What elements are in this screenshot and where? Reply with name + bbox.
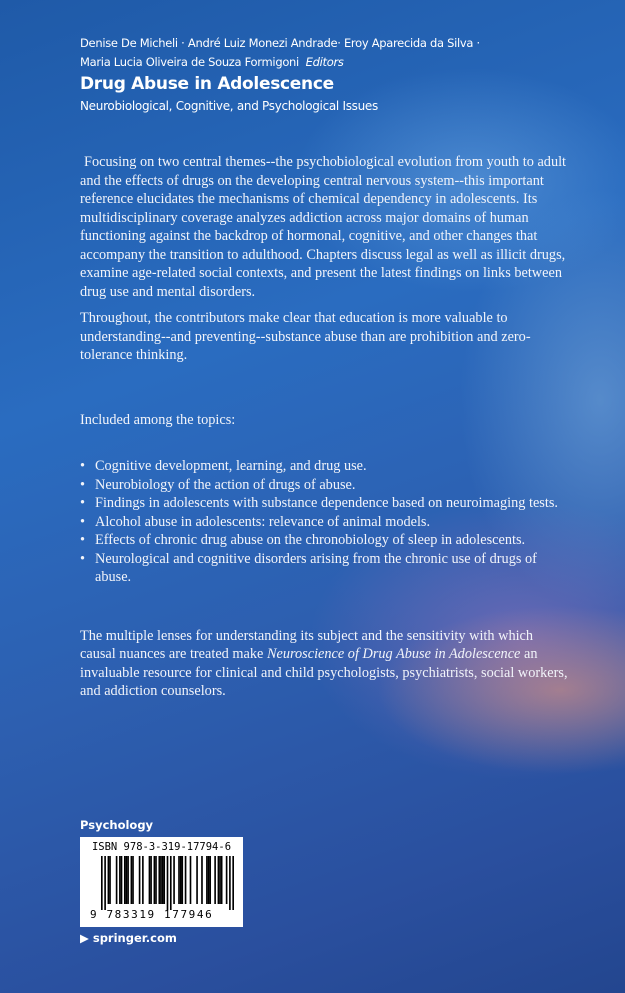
barcode-bar (121, 856, 123, 904)
editor-name: Maria Lucia Oliveira de Souza Formigoni (80, 55, 299, 69)
barcode-bar (142, 856, 144, 904)
topic-item: • Neurobiology of the action of drugs of abuse. (95, 476, 568, 495)
barcode-bar (181, 856, 183, 904)
blurb-paragraph-3 (80, 627, 568, 701)
barcode-bar (170, 856, 172, 910)
topic-item: • Alcohol abuse in adolescents: relevance of animal models. (95, 513, 568, 532)
barcode-bar (190, 856, 192, 904)
barcode-bar (101, 856, 103, 910)
editors-line-2 (80, 53, 480, 72)
barcode-bar (150, 856, 152, 904)
p3-text: The multiple lenses for understanding its subject and the sensitivity with which causal nuances are treated make (80, 627, 534, 662)
barcode-bar (218, 856, 220, 904)
isbn-text: ISBN 978-3-319-17794-6 (91, 841, 232, 853)
barcode-bar (104, 856, 106, 910)
barcode-bar (119, 856, 121, 904)
barcode-bar (131, 856, 133, 904)
barcode-bar (201, 856, 203, 904)
barcode-bar (219, 856, 221, 904)
barcode-bar (229, 856, 231, 910)
topic-item: • Cognitive development, learning, and drug use. (95, 457, 568, 476)
arrow-icon: ▶ (80, 931, 93, 945)
editors-label: Editors (305, 55, 344, 69)
barcode-bar (196, 856, 198, 904)
barcode-bar (154, 856, 156, 904)
blurb-paragraph-2: Throughout, the contributors make clear that education is more valuable to understanding--and preventing--substance abuse than are prohibition and zero-tolerance thinking. (80, 310, 531, 363)
blurb (80, 153, 568, 701)
barcode-bar (108, 856, 110, 904)
topic-item: • Effects of chronic drug abuse on the chronobiology of sleep in adolescents. (95, 531, 568, 550)
barcode-bar (149, 856, 151, 904)
book-subtitle: Neurobiological, Cognitive, and Psychological Issues (80, 99, 378, 113)
barcode-bar (155, 856, 157, 904)
barcode-bar (185, 856, 187, 904)
barcode-bar (180, 856, 182, 904)
barcode-bar (162, 856, 164, 904)
barcode (80, 837, 243, 927)
barcode-bar (232, 856, 234, 910)
topic-item: • Neurological and cognitive disorders arising from the chronic use of drugs of abuse. (95, 550, 568, 587)
barcode-bar (173, 856, 175, 904)
blurb-paragraph-1: Focusing on two central themes--the psychobiological evolution from youth to adult and the effects of drugs on the developing central nervous system--this important reference elucidates the mechanisms of chemical dependency in adolescents. Its multidisciplinary coverage analyzes addiction across major domains of human functioning against the backdrop of hormonal, cognitive, and other changes that accompany the transition to adulthood. Chapters discuss legal as well as illicit drugs, examine age-related social contexts, and present the latest findings on links between drug use and mental disorders. (80, 154, 567, 300)
category-label: Psychology (80, 818, 154, 832)
p3-text-end: an invaluable resource for clinical and child psychologists, psychiatrists, social workers, and addiction counselors. (80, 646, 568, 699)
barcode-bar (139, 856, 141, 904)
publisher-link[interactable] (80, 931, 177, 945)
barcode-digits: 9 783319 177946 (90, 908, 214, 921)
barcode-bar (158, 856, 160, 904)
barcode-bar (214, 856, 216, 904)
barcode-bar (116, 856, 118, 904)
barcode-bars (101, 856, 234, 910)
barcode-bar (132, 856, 134, 904)
barcode-bar (178, 856, 180, 904)
barcode-bar (226, 856, 228, 904)
barcode-bar (127, 856, 129, 904)
barcode-bar (208, 856, 210, 904)
barcode-bar (206, 856, 208, 904)
barcode-bar (126, 856, 128, 904)
website-text: springer.com (92, 931, 177, 945)
barcode-bar (124, 856, 126, 904)
cover-header (80, 34, 480, 116)
barcode-bar (109, 856, 111, 904)
barcode-bar (160, 856, 162, 904)
editors-line-1: Denise De Micheli · André Luiz Monezi Andrade· Eroy Aparecida da Silva · (80, 36, 480, 50)
barcode-bar (221, 856, 223, 904)
topics-list (80, 457, 568, 587)
barcode-bar (163, 856, 165, 904)
barcode-bar (167, 856, 169, 910)
topic-item: • Findings in adolescents with substance dependence based on neuroimaging tests. (95, 494, 568, 513)
book-title: Drug Abuse in Adolescence (80, 74, 334, 94)
topics-intro: Included among the topics: (80, 411, 236, 428)
p3-book-title: Neuroscience of Drug Abuse in Adolescence (266, 646, 521, 662)
barcode-bar (209, 856, 211, 904)
